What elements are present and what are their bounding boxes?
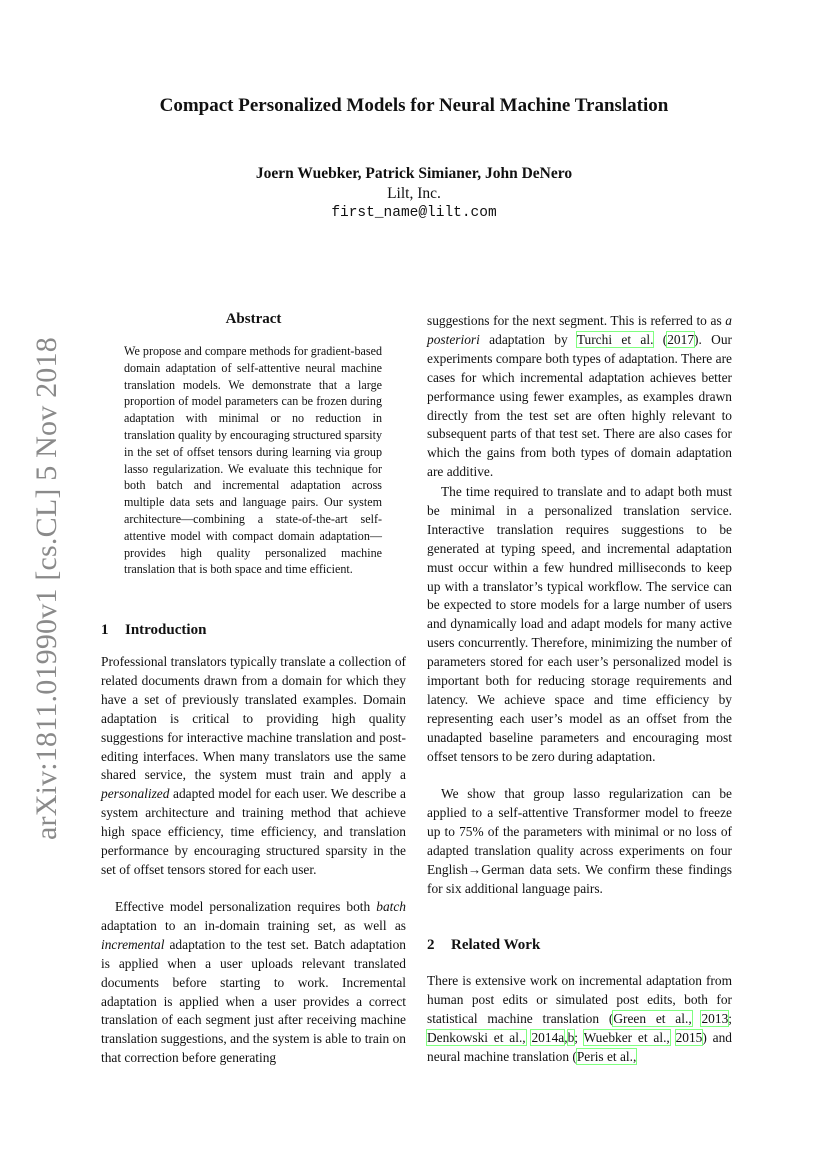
- citation-link[interactable]: Peris et al.,: [576, 1048, 637, 1064]
- citation-link[interactable]: Denkowski et al.,: [427, 1029, 526, 1045]
- text-run: adaptation to the test set. Batch adaptation is applied when a user uploads relevant translated documents before starting to work. Incremental adaptation is applied when a user provides a correct translation of each segment just after receiving machine translation suggestions, and the system is able to train on that correction before generating: [101, 936, 406, 1066]
- text-run: adapted model for each user. We describe a system architecture and training method that achieve high space efficiency, time efficiency, and translation performance by encouraging structured sparsity in the set of offset tensors stored for each user.: [101, 786, 406, 877]
- text-run: Effective model personalization requires both: [115, 899, 377, 914]
- emphasis: batch: [376, 899, 406, 914]
- text-run: adaptation by: [479, 331, 577, 347]
- intro-paragraph-3: The time required to translate and to adapt both must be minimal in a personalized translation service. Interactive translation requires suggestions to be generated at typing speed, and incremental adaptation must occur within a few hundred milliseconds to keep up with a translator’s typical workflow. The service can be expected to store models for a large number of users and dynamically load and adapt models for many active users concurrently. Therefore, minimizing the number of parameters stored for each user’s personalized model is important both for reducing storage requirements and latency. We achieve space and time efficiency by representing each user’s model as an offset from the unadapted baseline parameters and encouraging most offset tensors to be zero during adaptation.: [427, 484, 732, 764]
- citation-link[interactable]: Turchi et al.: [576, 331, 654, 347]
- paper-title: Compact Personalized Models for Neural Machine Translation: [159, 95, 669, 116]
- section-number: 1: [101, 622, 109, 638]
- citation-link[interactable]: b: [567, 1029, 575, 1045]
- author-list: Joern Wuebker, Patrick Simianer, John DeNero: [255, 165, 573, 182]
- intro-paragraph-4: We show that group lasso regularization can be applied to a self-attentive Transformer model to freeze up to 75% of the parameters with minimal or no loss of adapted translation quality across experiments on four English→German data sets. We confirm these findings for six additional language pairs.: [427, 786, 732, 896]
- text-run: ). Our experiments compare both types of adaptation. There are cases for which incremental adaptation achieves better performance using fewer examples, as examples drawn directly from the test set are often highly relevant to subsequent parts of that test set. There are also cases for which the gains from both types of domain adaptation are additive.: [427, 331, 732, 480]
- author-email: first_name@lilt.com: [331, 205, 497, 221]
- text-run: ) and neural machine translation (: [427, 1029, 732, 1064]
- intro-paragraph-2: [101, 898, 406, 1068]
- abstract-text: We propose and compare methods for gradient-based domain adaptation of self-attentive neural machine translation models. We demonstrate that a large proportion of model parameters can be frozen during adaptation with minimal or no reduction in translation quality by encouraging structured sparsity in the set of offset tensors during learning via group lasso regularization. We evaluate this technique for both batch and incremental adaptation across multiple data sets and language pairs. Our system architecture—combining a state-of-the-art self-attentive model with compact domain adaptation—provides high quality personalized machine translation that is both space and time efficient.: [124, 344, 382, 577]
- abstract-heading: Abstract: [225, 311, 282, 327]
- text-run: Professional translators typically translate a collection of related documents drawn from a domain for which they have a set of previously translated examples. Domain adaptation is critical to providing high quality suggestions for interactive machine translation and post-editing interfaces. When many translators use the same shared service, the system must train and apply a: [101, 654, 406, 783]
- section-number: 2: [427, 937, 435, 953]
- intro-paragraph-1: [101, 653, 406, 880]
- text-run: ;: [728, 1010, 732, 1026]
- section-heading-introduction: [101, 622, 206, 639]
- citation-link[interactable]: Wuebker et al.,: [583, 1029, 670, 1045]
- text-run: ;: [574, 1029, 584, 1045]
- text-run: suggestions for the next segment. This is referred to as: [427, 313, 726, 328]
- emphasis: incremental: [101, 936, 165, 952]
- text-run: (: [653, 331, 668, 347]
- citation-link[interactable]: 2015: [675, 1029, 703, 1045]
- text-run: ,: [564, 1029, 568, 1045]
- emphasis: a posteriori: [427, 313, 732, 347]
- citation-link[interactable]: 2014a: [531, 1029, 565, 1045]
- emphasis: personalized: [101, 786, 170, 802]
- citation-link[interactable]: Green et al.,: [613, 1010, 692, 1026]
- section-title: Related Work: [451, 937, 541, 953]
- section-heading-related-work: [427, 937, 540, 954]
- arxiv-side-stamp: arXiv:1811.01990v1 [cs.CL] 5 Nov 2018: [30, 337, 63, 840]
- affiliation: Lilt, Inc.: [387, 185, 441, 202]
- citation-link[interactable]: 2017: [667, 331, 695, 347]
- citation-link[interactable]: 2013: [701, 1010, 729, 1026]
- text-run: adaptation to an in-domain training set, as well as: [101, 917, 406, 933]
- text-run: There is extensive work on incremental adaptation from human post edits or simulated post edits, both for statistical machine translation (: [427, 973, 732, 1026]
- related-work-paragraph-1: [427, 972, 732, 1067]
- section-title: Introduction: [125, 622, 207, 638]
- intro-paragraph-2-continued: [427, 312, 732, 482]
